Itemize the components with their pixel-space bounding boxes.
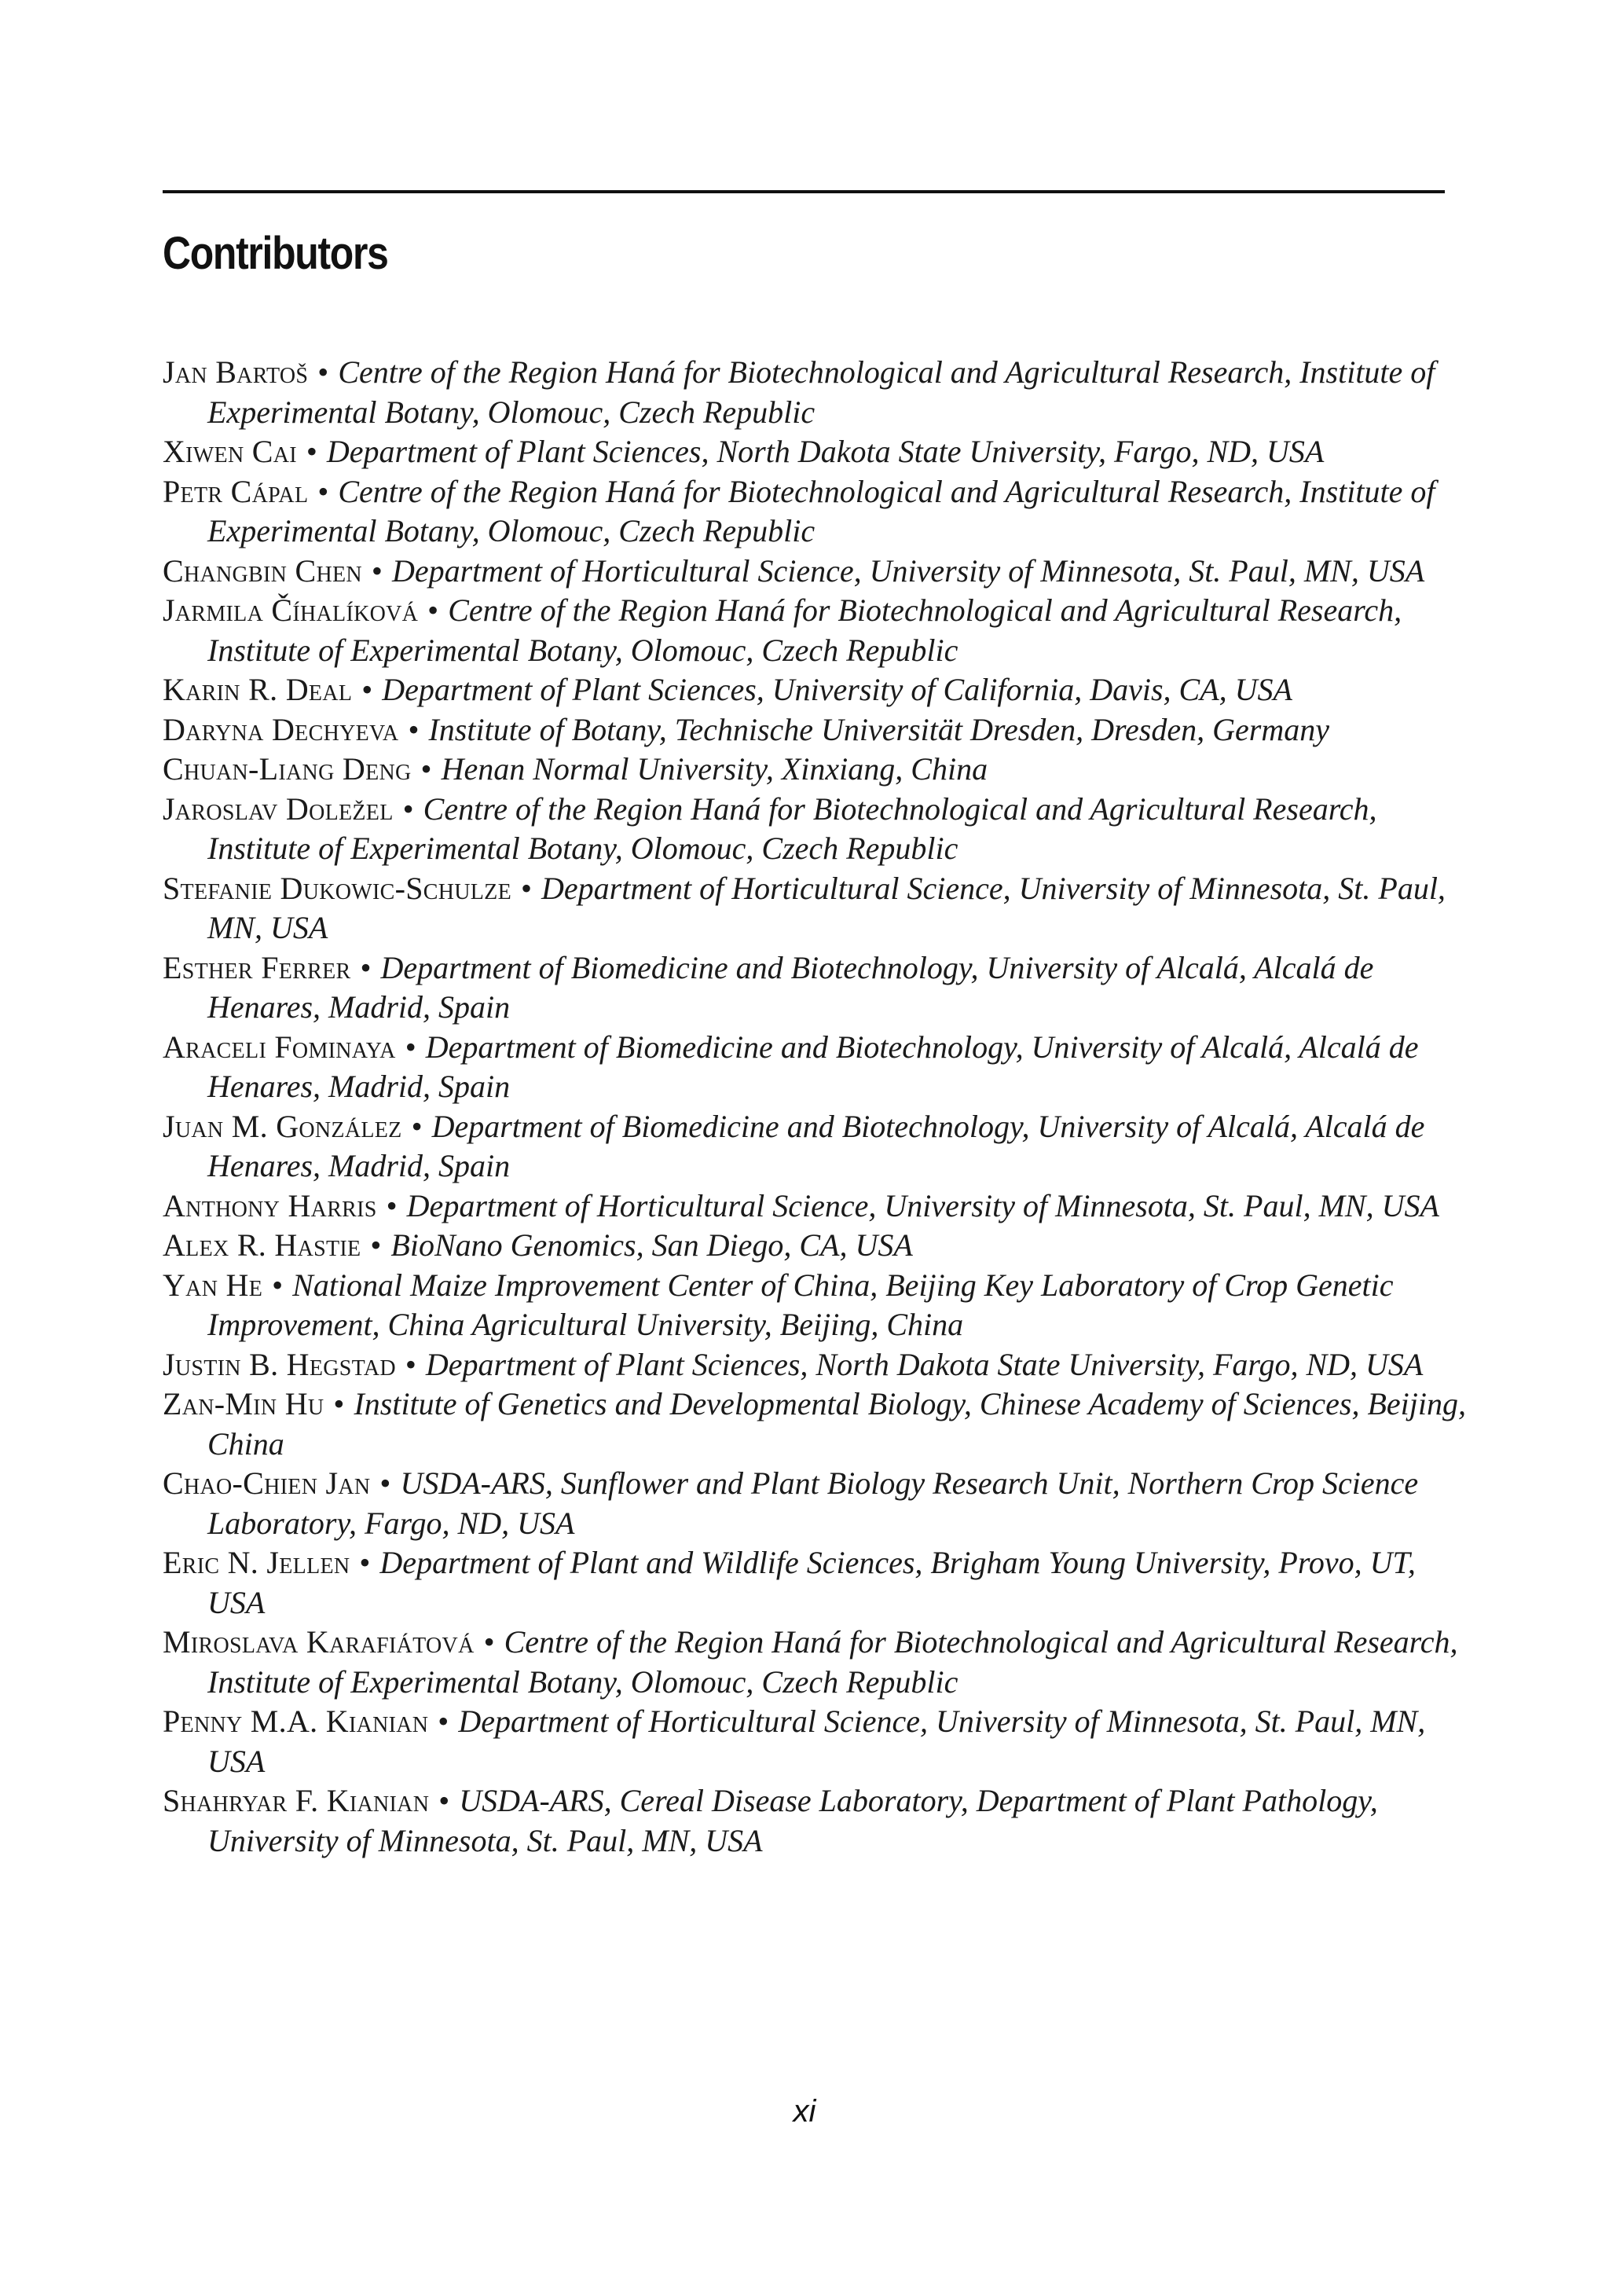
contributor-affiliation: Institute of Botany, Technische Universität Dresden, Dresden, Germany: [428, 711, 1329, 747]
bullet-separator: •: [427, 592, 439, 628]
bullet-separator: •: [306, 434, 317, 469]
contributor-name: Zan-Min Hu: [163, 1386, 324, 1421]
contributor-name: Daryna Dechyeva: [163, 711, 399, 747]
contributor-affiliation: Department of Horticultural Science, University of Minnesota, St. Paul, MN, USA: [207, 1704, 1426, 1779]
contributor-affiliation: Henan Normal University, Xinxiang, China: [441, 751, 988, 787]
contributor-entry: [163, 552, 1467, 592]
contributor-affiliation: Department of Biomedicine and Biotechnology, University of Alcalá, Alcalá de Henares, Madrid, Spain: [207, 1029, 1419, 1104]
contributor-name: Chuan-Liang Deng: [163, 751, 412, 787]
contributor-name: Juan M. González: [163, 1108, 402, 1144]
bullet-separator: •: [361, 672, 373, 707]
contributor-name: Jan Bartoš: [163, 354, 309, 390]
contributor-entry: [163, 1623, 1467, 1702]
contributor-affiliation: Department of Plant and Wildlife Sciences, Brigham Young University, Provo, UT, USA: [207, 1545, 1416, 1620]
bullet-separator: •: [370, 1227, 382, 1263]
contributor-entry: [163, 1187, 1467, 1227]
contributor-affiliation: USDA-ARS, Sunflower and Plant Biology Research Unit, Northern Crop Science Laboratory, Fargo, ND, USA: [207, 1465, 1419, 1541]
top-rule: [163, 190, 1445, 193]
bullet-separator: •: [317, 473, 329, 509]
contributor-affiliation: Centre of the Region Haná for Biotechnological and Agricultural Research, Institute of Experimental Botany, Olomouc, Czech Republic: [207, 473, 1435, 548]
bullet-separator: •: [438, 1783, 450, 1818]
contributor-name: Changbin Chen: [163, 552, 362, 589]
bullet-separator: •: [483, 1624, 495, 1660]
contributor-list: [163, 353, 1467, 1861]
bullet-separator: •: [272, 1267, 284, 1303]
contributor-affiliation: USDA-ARS, Cereal Disease Laboratory, Department of Plant Pathology, University of Minnesota, St. Paul, MN, USA: [207, 1783, 1378, 1858]
bullet-separator: •: [317, 354, 329, 390]
contributor-name: Eric N. Jellen: [163, 1545, 350, 1580]
contributor-name: Yan He: [163, 1267, 263, 1303]
bullet-separator: •: [360, 949, 372, 985]
page-number: xi: [793, 2094, 816, 2129]
bullet-separator: •: [371, 552, 383, 589]
contributor-name: Esther Ferrer: [163, 949, 351, 985]
contributor-entry: [163, 432, 1467, 472]
contributor-entry: [163, 1266, 1467, 1345]
contributor-affiliation: Centre of the Region Haná for Biotechnological and Agricultural Research, Institute of Experimental Botany, Olomouc, Czech Republic: [207, 1624, 1458, 1700]
bullet-separator: •: [359, 1545, 371, 1580]
contributor-name: Stefanie Dukowic-Schulze: [163, 870, 511, 906]
contributor-affiliation: Department of Biomedicine and Biotechnology, University of Alcalá, Alcalá de Henares, Madrid, Spain: [207, 949, 1374, 1025]
bullet-separator: •: [521, 870, 533, 906]
contributor-name: Jarmila Číhalíková: [163, 592, 419, 628]
contributor-name: Araceli Fominaya: [163, 1029, 396, 1065]
contributor-affiliation: BioNano Genomics, San Diego, CA, USA: [390, 1227, 913, 1263]
contributor-affiliation: Department of Plant Sciences, University of California, Davis, CA, USA: [382, 672, 1292, 707]
contributor-entry: [163, 1345, 1467, 1385]
contributor-name: Karin R. Deal: [163, 672, 353, 707]
contributor-entry: [163, 869, 1467, 948]
contributor-entry: [163, 670, 1467, 710]
bullet-separator: •: [405, 1346, 416, 1382]
contributor-affiliation: Centre of the Region Haná for Biotechnological and Agricultural Research, Institute of Experimental Botany, Olomouc, Czech Republic: [207, 354, 1435, 430]
contributor-name: Jaroslav Doležel: [163, 790, 394, 827]
contributor-entry: [163, 1226, 1467, 1266]
bullet-separator: •: [420, 751, 432, 787]
bullet-separator: •: [411, 1108, 423, 1144]
contributor-name: Chao-Chien Jan: [163, 1465, 371, 1501]
contributor-affiliation: Institute of Genetics and Developmental Biology, Chinese Academy of Sciences, Beijing, China: [207, 1386, 1466, 1462]
contributor-name: Anthony Harris: [163, 1187, 377, 1223]
contributor-name: Shahryar F. Kianian: [163, 1783, 430, 1818]
contributor-affiliation: Centre of the Region Haná for Biotechnological and Agricultural Research, Institute of Experimental Botany, Olomouc, Czech Republic: [207, 790, 1377, 866]
contributor-entry: [163, 472, 1467, 552]
contributor-entry: [163, 1107, 1467, 1187]
bullet-separator: •: [405, 1029, 416, 1065]
contributor-entry: [163, 1028, 1467, 1107]
contributor-affiliation: Department of Horticultural Science, University of Minnesota, St. Paul, MN, USA: [406, 1187, 1439, 1223]
contributor-name: Alex R. Hastie: [163, 1227, 361, 1263]
contributor-name: Xiwen Cai: [163, 434, 297, 469]
bullet-separator: •: [386, 1187, 398, 1223]
contributor-entry: [163, 750, 1467, 790]
bullet-separator: •: [438, 1704, 449, 1739]
contributor-entry: [163, 1385, 1467, 1464]
contributor-name: Penny M.A. Kianian: [163, 1704, 429, 1739]
contributor-entry: [163, 1543, 1467, 1623]
contributor-entry: [163, 1464, 1467, 1543]
contributor-entry: [163, 1702, 1467, 1781]
contributor-name: Petr Cápal: [163, 473, 309, 509]
contributor-affiliation: Department of Biomedicine and Biotechnology, University of Alcalá, Alcalá de Henares, Madrid, Spain: [207, 1108, 1425, 1183]
bullet-separator: •: [333, 1386, 345, 1421]
contributor-affiliation: Department of Plant Sciences, North Dakota State University, Fargo, ND, USA: [425, 1346, 1424, 1382]
contributor-affiliation: Department of Horticultural Science, University of Minnesota, St. Paul, MN, USA: [207, 870, 1446, 945]
contributor-affiliation: Department of Plant Sciences, North Dakota State University, Fargo, ND, USA: [326, 434, 1325, 469]
bullet-separator: •: [408, 711, 420, 747]
page-title: Contributors: [163, 228, 388, 279]
contributor-affiliation: Centre of the Region Haná for Biotechnological and Agricultural Research, Institute of Experimental Botany, Olomouc, Czech Republic: [207, 592, 1402, 668]
contributor-name: Justin B. Hegstad: [163, 1346, 396, 1382]
contributor-entry: [163, 1781, 1467, 1861]
bullet-separator: •: [402, 790, 414, 827]
contributor-affiliation: National Maize Improvement Center of China, Beijing Key Laboratory of Crop Genetic Improvement, China Agricultural University, Beijing, China: [207, 1267, 1394, 1342]
contributor-entry: [163, 790, 1467, 869]
contributor-entry: [163, 948, 1467, 1028]
contributor-entry: [163, 710, 1467, 750]
contributor-entry: [163, 353, 1467, 432]
contributor-affiliation: Department of Horticultural Science, University of Minnesota, St. Paul, MN, USA: [391, 552, 1425, 589]
contributor-entry: [163, 591, 1467, 670]
contributor-name: Miroslava Karafiátová: [163, 1624, 475, 1660]
bullet-separator: •: [379, 1465, 391, 1501]
